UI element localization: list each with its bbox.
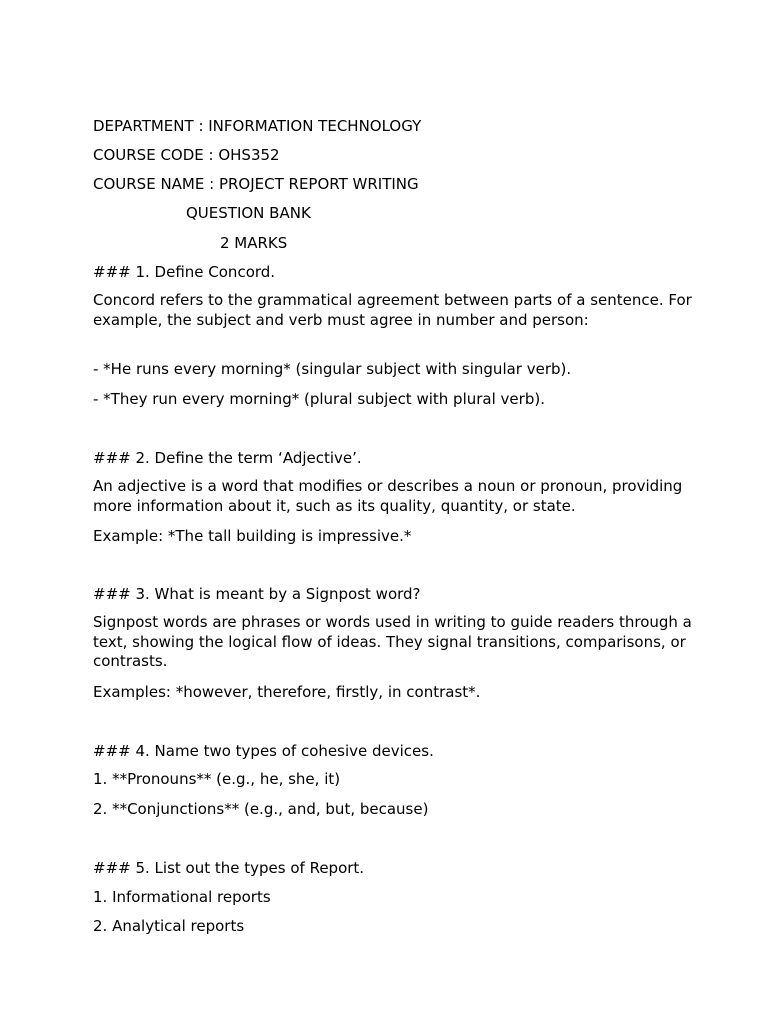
question-1-bullet-1: - *He runs every morning* (singular subject with singular verb). — [93, 360, 572, 378]
question-3-heading: ### 3. What is meant by a Signpost word? — [93, 585, 421, 603]
question-1-bullet-2: - *They run every morning* (plural subject with plural verb). — [93, 390, 545, 408]
question-2-heading: ### 2. Define the term ‘Adjective’. — [93, 449, 362, 467]
question-4-item-1: 1. **Pronouns** (e.g., he, she, it) — [93, 770, 341, 788]
question-4-heading: ### 4. Name two types of cohesive devices. — [93, 742, 434, 760]
question-2-example: Example: *The tall building is impressive.* — [93, 527, 412, 545]
question-3-example: Examples: *however, therefore, firstly, in contrast*. — [93, 683, 481, 701]
question-1-answer: Concord refers to the grammatical agreement between parts of a sentence. For example, the subject and verb must agree in number and person: — [93, 291, 692, 329]
question-3-answer: Signpost words are phrases or words used in writing to guide readers through a text, showing the logical flow of ideas. They signal transitions, comparisons, or contrasts. — [93, 613, 692, 670]
course-name-line: COURSE NAME : PROJECT REPORT WRITING — [93, 175, 419, 193]
course-code-line: COURSE CODE : OHS352 — [93, 146, 280, 164]
question-1-heading: ### 1. Define Concord. — [93, 263, 276, 281]
question-2-answer: An adjective is a word that modifies or describes a noun or pronoun, providing more information about it, such as its quality, quantity, or state. — [93, 477, 683, 515]
question-5-item-2: 2. Analytical reports — [93, 917, 245, 935]
question-bank-title: QUESTION BANK — [186, 204, 311, 222]
department-line: DEPARTMENT : INFORMATION TECHNOLOGY — [93, 117, 422, 135]
question-5-heading: ### 5. List out the types of Report. — [93, 859, 365, 877]
marks-heading: 2 MARKS — [220, 234, 288, 252]
question-4-item-2: 2. **Conjunctions** (e.g., and, but, because) — [93, 800, 429, 818]
question-5-item-1: 1. Informational reports — [93, 888, 271, 906]
